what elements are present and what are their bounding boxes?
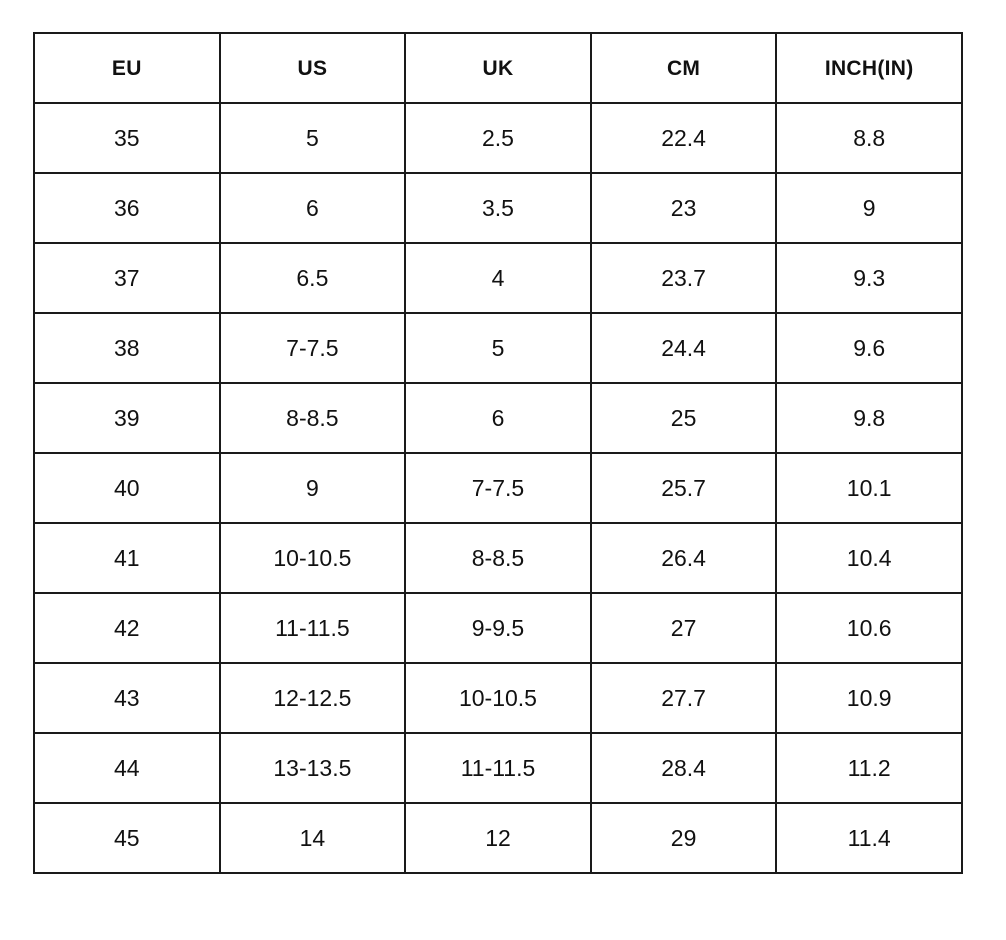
- cell-inch: 10.4: [776, 523, 962, 593]
- table-row: [34, 103, 962, 173]
- cell-uk: 7-7.5: [405, 453, 591, 523]
- cell-uk: 4: [405, 243, 591, 313]
- cell-inch: 9.6: [776, 313, 962, 383]
- table-row: [34, 523, 962, 593]
- cell-cm: 27: [591, 593, 777, 663]
- table-row: [34, 593, 962, 663]
- cell-inch: 10.6: [776, 593, 962, 663]
- cell-uk: 10-10.5: [405, 663, 591, 733]
- table-row: [34, 733, 962, 803]
- cell-inch: 10.1: [776, 453, 962, 523]
- table-header: [34, 33, 962, 103]
- cell-uk: 3.5: [405, 173, 591, 243]
- cell-eu: 41: [34, 523, 220, 593]
- table-row: [34, 803, 962, 873]
- table-row: [34, 173, 962, 243]
- cell-cm: 25.7: [591, 453, 777, 523]
- header-cm: CM: [591, 33, 777, 103]
- table-row: [34, 453, 962, 523]
- cell-inch: 10.9: [776, 663, 962, 733]
- cell-cm: 26.4: [591, 523, 777, 593]
- cell-us: 10-10.5: [220, 523, 406, 593]
- cell-us: 7-7.5: [220, 313, 406, 383]
- cell-cm: 23: [591, 173, 777, 243]
- cell-uk: 5: [405, 313, 591, 383]
- cell-inch: 11.2: [776, 733, 962, 803]
- cell-us: 6.5: [220, 243, 406, 313]
- table-row: [34, 383, 962, 453]
- cell-uk: 2.5: [405, 103, 591, 173]
- cell-cm: 24.4: [591, 313, 777, 383]
- cell-eu: 38: [34, 313, 220, 383]
- cell-cm: 27.7: [591, 663, 777, 733]
- cell-us: 13-13.5: [220, 733, 406, 803]
- cell-cm: 23.7: [591, 243, 777, 313]
- header-row: [34, 33, 962, 103]
- cell-eu: 40: [34, 453, 220, 523]
- cell-uk: 8-8.5: [405, 523, 591, 593]
- cell-inch: 9.3: [776, 243, 962, 313]
- cell-eu: 45: [34, 803, 220, 873]
- cell-uk: 6: [405, 383, 591, 453]
- cell-eu: 39: [34, 383, 220, 453]
- header-inch: INCH(IN): [776, 33, 962, 103]
- table-row: [34, 243, 962, 313]
- cell-us: 6: [220, 173, 406, 243]
- header-eu: EU: [34, 33, 220, 103]
- cell-us: 11-11.5: [220, 593, 406, 663]
- cell-inch: 11.4: [776, 803, 962, 873]
- table-row: [34, 313, 962, 383]
- cell-us: 14: [220, 803, 406, 873]
- size-chart-table: [33, 32, 963, 874]
- cell-eu: 42: [34, 593, 220, 663]
- cell-eu: 44: [34, 733, 220, 803]
- cell-cm: 25: [591, 383, 777, 453]
- table-body: [34, 103, 962, 873]
- cell-uk: 11-11.5: [405, 733, 591, 803]
- cell-eu: 35: [34, 103, 220, 173]
- cell-eu: 43: [34, 663, 220, 733]
- cell-inch: 8.8: [776, 103, 962, 173]
- cell-cm: 28.4: [591, 733, 777, 803]
- cell-us: 5: [220, 103, 406, 173]
- cell-eu: 36: [34, 173, 220, 243]
- table-row: [34, 663, 962, 733]
- cell-uk: 9-9.5: [405, 593, 591, 663]
- cell-cm: 29: [591, 803, 777, 873]
- cell-uk: 12: [405, 803, 591, 873]
- cell-inch: 9: [776, 173, 962, 243]
- cell-inch: 9.8: [776, 383, 962, 453]
- cell-eu: 37: [34, 243, 220, 313]
- cell-us: 12-12.5: [220, 663, 406, 733]
- cell-cm: 22.4: [591, 103, 777, 173]
- header-uk: UK: [405, 33, 591, 103]
- cell-us: 9: [220, 453, 406, 523]
- header-us: US: [220, 33, 406, 103]
- cell-us: 8-8.5: [220, 383, 406, 453]
